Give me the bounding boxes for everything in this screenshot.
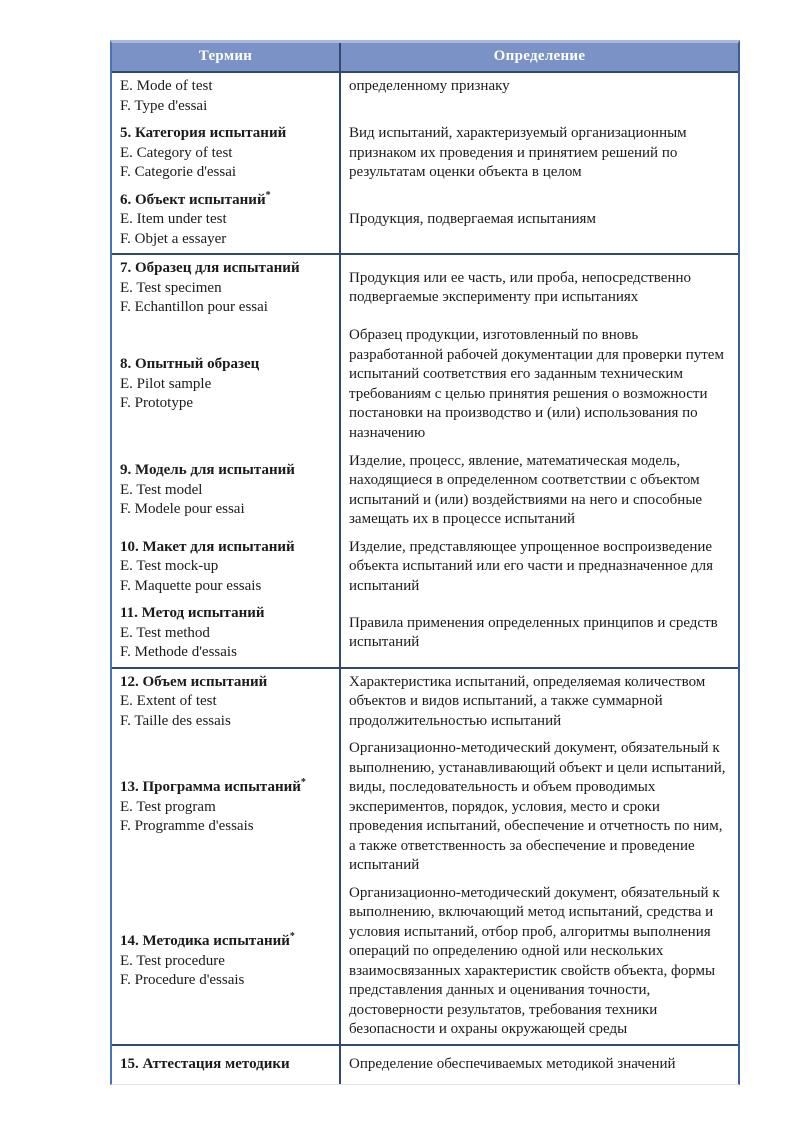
term-equivalent-en: E. Test specimen [120, 279, 222, 296]
term-title [120, 191, 333, 211]
definition-cell: Продукция, подвергаемая испытаниям [349, 211, 596, 227]
term-equivalent-en: E. Item under test [120, 211, 227, 227]
term-title [120, 538, 333, 558]
term-equivalent-fr: F. Programme d'essais [120, 818, 254, 834]
term-equivalent-en: E. Pilot sample [120, 375, 212, 392]
table-row [112, 1046, 738, 1084]
terms-definitions-table [110, 40, 740, 1085]
term-cell [112, 187, 341, 254]
term-title-text: 11. Метод испытаний [120, 605, 265, 621]
table-row [112, 600, 738, 667]
column-header-definition: Определение [493, 48, 586, 64]
term-title [120, 259, 333, 279]
table-section [112, 253, 738, 667]
table-row [112, 255, 738, 322]
term-equivalent-fr: F. Procedure d'essais [120, 972, 245, 989]
table-row [112, 120, 738, 187]
definition-cell: Изделие, процесс, явление, математическая модель, находящиеся в определенном соответствии с объектом испытаний и (или) воздействиями на него и способные замещать их в процессе испытаний [349, 452, 703, 527]
term-cell [112, 669, 341, 736]
definition-cell: Образец продукции, изготовленный по вновь разработанной рабочей документации для проверки путем испытаний соответствия его заданным техническим требованиям с целью принятия решения о возможности постановки на производство и (или) использования по назначению [349, 327, 724, 441]
column-header-term: Термин [112, 43, 341, 71]
table-section [112, 1044, 738, 1084]
definition-cell: определенному признаку [349, 78, 510, 94]
term-title-text: 12. Объем испытаний [120, 673, 268, 690]
term-title [120, 1055, 333, 1075]
term-title [120, 604, 333, 624]
term-equivalent-fr: F. Taille des essais [120, 712, 231, 729]
term-equivalent-en: E. Test program [120, 798, 216, 815]
term-title-text: 7. Образец для испытаний [120, 260, 300, 276]
term-title [120, 778, 333, 798]
term-equivalent-en: E. Test mock-up [120, 558, 219, 574]
term-title [120, 461, 333, 481]
term-title [120, 124, 333, 144]
term-cell [112, 600, 341, 667]
term-title-text: 9. Модель для испытаний [120, 462, 295, 479]
term-equivalent-en: E. Test procedure [120, 952, 225, 969]
table-row [112, 448, 738, 534]
term-equivalent-fr: F. Prototype [120, 395, 193, 412]
table-row [112, 73, 738, 120]
definition-cell: Изделие, представляющее упрощенное воспроизведение объекта испытаний или его части и предназначенное для испытаний [349, 538, 714, 594]
term-equivalent-fr: F. Objet a essayer [120, 230, 227, 247]
term-equivalent-fr: F. Maquette pour essais [120, 577, 262, 594]
table-section [112, 667, 738, 1044]
term-equivalent-en: E. Category of test [120, 144, 233, 161]
definition-cell: Организационно-методический документ, обязательный к выполнению, устанавливающий объект и цели испытаний, виды, последовательность и объем проводимых экспериментов, порядок, условия, место и сроки проведения испытаний, обеспечение и отчетность по ним, а также ответственность за обеспечение и проведение испытаний [349, 740, 726, 873]
footnote-asterisk: * [300, 777, 306, 788]
term-equivalent-en: E. Test model [120, 481, 203, 498]
term-cell [112, 120, 341, 187]
term-title-text: 5. Категория испытаний [120, 125, 287, 141]
term-title [120, 355, 333, 375]
term-title-text: 13. Программа испытаний [120, 779, 301, 795]
term-title-text: 14. Методика испытаний [120, 933, 290, 950]
term-cell [112, 322, 341, 448]
definition-cell: Вид испытаний, характеризуемый организационным признаком их проведения и принятием решений по результатам оценки объекта в целом [349, 125, 687, 180]
table-row [112, 187, 738, 254]
definition-cell: Определение обеспечиваемых методикой значений [349, 1055, 676, 1072]
term-equivalent-en: E. Extent of test [120, 693, 217, 709]
term-cell [112, 735, 341, 880]
term-title-text: 6. Объект испытаний [120, 191, 266, 208]
definition-cell: Правила применения определенных принципов и средств испытаний [349, 614, 718, 651]
footnote-asterisk: * [265, 189, 271, 201]
term-equivalent-fr: F. Echantillon pour essai [120, 299, 268, 315]
term-equivalent-fr: F. Modele pour essai [120, 501, 245, 518]
table-body [112, 73, 738, 1084]
table-row [112, 322, 738, 448]
term-cell [112, 880, 341, 1044]
term-cell [112, 73, 341, 120]
table-row [112, 669, 738, 736]
table-row [112, 880, 738, 1044]
term-title [120, 673, 333, 693]
term-title-text: 8. Опытный образец [120, 356, 260, 373]
term-title-text: 15. Аттестация методики [120, 1055, 290, 1072]
term-equivalent-fr: F. Type d'essai [120, 97, 208, 114]
term-title [120, 932, 333, 952]
term-equivalent-en: E. Test method [120, 624, 210, 641]
table-row [112, 534, 738, 601]
term-cell [112, 255, 341, 322]
term-equivalent-fr: F. Categorie d'essai [120, 164, 237, 180]
term-cell [112, 534, 341, 601]
table-row [112, 735, 738, 880]
definition-cell: Характеристика испытаний, определяемая количеством объектов и видов испытаний, а также суммарной продолжительностью испытаний [349, 673, 706, 729]
term-equivalent-en: E. Mode of test [120, 78, 213, 94]
definition-cell: Организационно-методический документ, обязательный к выполнению, включающий метод испытаний, средства и условия испытаний, отбор проб, алгоритмы выполнения операций по определению одной или нескольких взаимосвязанных характеристик свойств объекта, формы представления данных и оценивания точности, достоверности результатов, требования техники безопасности и охраны окружающей среды [349, 884, 720, 1037]
term-cell [112, 448, 341, 534]
footnote-asterisk: * [289, 931, 295, 943]
table-section [112, 73, 738, 253]
term-equivalent-fr: F. Methode d'essais [120, 644, 237, 660]
term-cell [112, 1046, 341, 1084]
table-header-row [112, 43, 738, 73]
term-title-text: 10. Макет для испытаний [120, 538, 295, 555]
definition-cell: Продукция или ее часть, или проба, непосредственно подвергаемые эксперименту при испытаниях [349, 269, 691, 306]
